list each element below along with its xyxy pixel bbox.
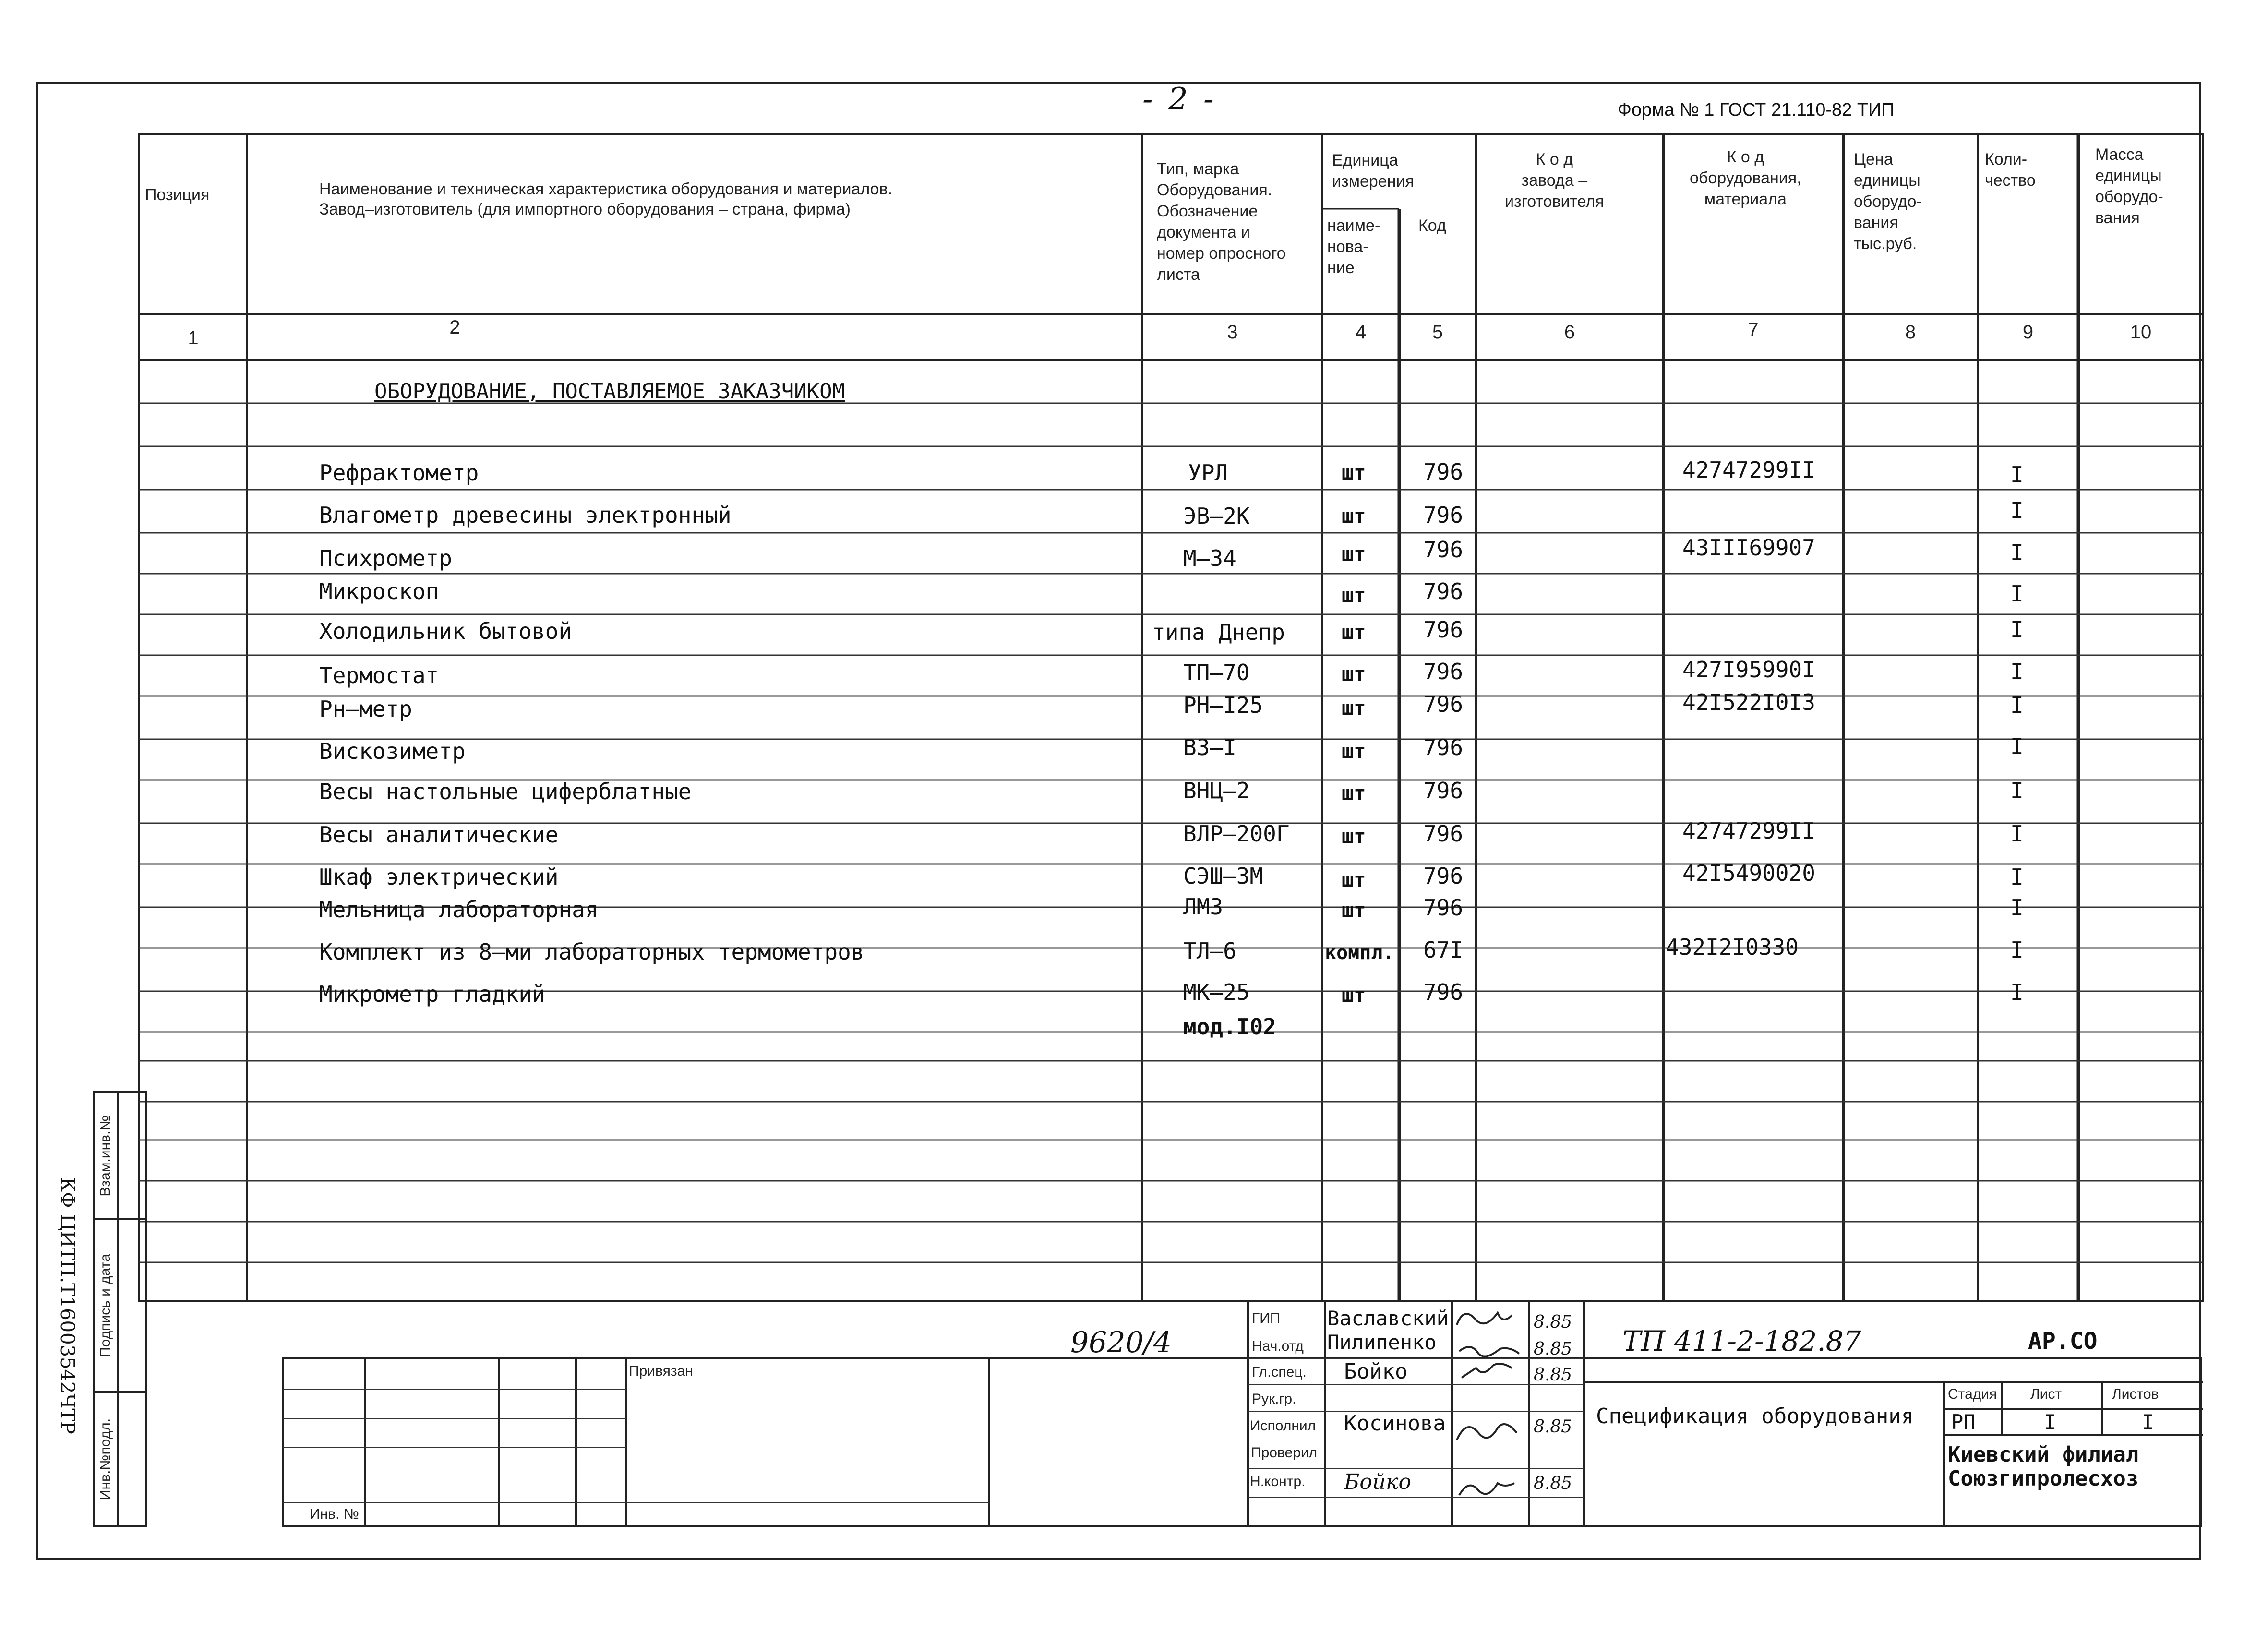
stamp-stage: РП	[1951, 1410, 1976, 1434]
stamp-sheets: I	[2142, 1410, 2154, 1434]
signer-role: Нач.отд	[1252, 1338, 1304, 1354]
stamp-sheet-number: 9620/4	[1070, 1326, 1172, 1359]
row-equip-code: 42I522I0I3	[1682, 689, 1815, 715]
row-type: СЭШ–3М	[1183, 863, 1263, 889]
stamp-mark: АР.СО	[2028, 1328, 2098, 1355]
row-type: ТП–70	[1183, 660, 1250, 685]
side-label-podpis: Подпись и дата	[97, 1254, 113, 1357]
stamp-org-line1: Киевский филиал	[1948, 1442, 2139, 1467]
row-unit: шт	[1342, 868, 1366, 891]
header-equip-code: К о д оборудования, материала	[1690, 148, 1801, 208]
header-unit: Единица измерения	[1332, 151, 1414, 191]
signer-name: Бойко	[1344, 1359, 1408, 1384]
col-number-8: 8	[1905, 322, 1916, 343]
signer-name: Пилипенко	[1327, 1331, 1437, 1354]
signature-mark	[1462, 1364, 1512, 1378]
signature-mark	[1459, 1347, 1519, 1356]
row-unit-code: 796	[1423, 659, 1464, 684]
col-number-3: 3	[1227, 322, 1238, 343]
row-unit-code: 796	[1423, 578, 1464, 604]
signer-date: 8.85	[1534, 1474, 1572, 1493]
row-name: Весы аналитические	[319, 822, 559, 848]
col-number-6: 6	[1564, 322, 1575, 343]
row-unit: шт	[1342, 620, 1366, 644]
row-unit-code: 796	[1423, 459, 1464, 485]
row-unit: шт	[1342, 781, 1366, 805]
col-number-4: 4	[1355, 322, 1367, 343]
stamp-sheet-header: Лист	[2030, 1386, 2062, 1402]
row-unit: шт	[1342, 899, 1366, 922]
row-type: типа Днепр	[1152, 619, 1285, 645]
row-name: Комплект из 8–ми лабораторных термометров	[319, 939, 864, 965]
signer-role: Рук.гр.	[1252, 1391, 1296, 1407]
row-name: Микрометр гладкий	[319, 981, 545, 1007]
row-name: Рефрактометр	[319, 460, 479, 486]
signer-name: Бойко	[1344, 1470, 1411, 1494]
side-label-vzam: Взам.инв.№	[97, 1115, 113, 1197]
archive-code: КФ ЦИТП.Т16003542ЧТР	[56, 1177, 78, 1434]
row-equip-code: 42747299II	[1682, 457, 1815, 483]
row-unit-code: 796	[1423, 617, 1464, 643]
extra-type-line: мод.I02	[1183, 1014, 1276, 1040]
row-qty: I	[2010, 937, 2024, 963]
signer-role: ГИП	[1252, 1310, 1281, 1326]
row-equip-code: 43III69907	[1682, 535, 1815, 561]
signer-role: Исполнил	[1250, 1418, 1316, 1434]
row-qty: I	[2010, 692, 2024, 718]
row-equip-code: 42747299II	[1682, 818, 1815, 844]
row-unit-code: 796	[1423, 734, 1464, 760]
row-name: Шкаф электрический	[319, 864, 559, 890]
header-position: Позиция	[145, 186, 210, 204]
col-number-2: 2	[449, 317, 460, 338]
row-equip-code: 427I95990I	[1682, 657, 1815, 683]
header-price: Цена единицы оборудо- вания тыс.руб.	[1854, 150, 1922, 253]
row-unit-code: 796	[1423, 502, 1464, 528]
col-number-10: 10	[2130, 322, 2152, 343]
row-unit-code: 796	[1423, 778, 1464, 804]
row-qty: I	[2010, 895, 2024, 921]
row-name: Холодильник бытовой	[319, 618, 572, 644]
row-qty: I	[2010, 616, 2024, 642]
row-unit: шт	[1342, 983, 1366, 1007]
signature-mark	[1457, 1424, 1517, 1440]
row-type: РН–I25	[1183, 692, 1263, 718]
row-type: МК–25	[1183, 979, 1250, 1005]
signer-date: 8.85	[1534, 1339, 1572, 1359]
row-name: Весы настольные циферблатные	[319, 779, 692, 804]
row-type: ЭВ–2К	[1183, 503, 1250, 529]
row-qty: I	[2010, 659, 2024, 684]
signature-mark	[1457, 1313, 1512, 1325]
row-qty: I	[2010, 462, 2024, 488]
row-type: ВЗ–I	[1183, 734, 1236, 760]
row-equip-code: 432I2I0330	[1666, 934, 1799, 960]
section-title: ОБОРУДОВАНИЕ, ПОСТАВЛЯЕМОЕ ЗАКАЗЧИКОМ	[374, 379, 845, 404]
signer-role: Проверил	[1251, 1445, 1318, 1461]
row-type: УРЛ	[1188, 460, 1228, 486]
header-plant-code: К о д завода – изготовителя	[1505, 150, 1604, 211]
stamp-sheet: I	[2044, 1410, 2056, 1434]
header-unit-name: наиме- нова- ние	[1327, 216, 1380, 277]
row-qty: I	[2010, 821, 2024, 847]
side-label-inv: Инв.№подл.	[97, 1418, 113, 1500]
row-qty: I	[2010, 733, 2024, 759]
row-unit: шт	[1342, 504, 1366, 528]
row-unit-code: 67I	[1423, 937, 1464, 963]
header-type: Тип, марка Оборудования. Обозначение документа и номер опросного листа	[1157, 160, 1286, 284]
row-name: Термостат	[319, 662, 439, 688]
row-name: Психрометр	[319, 545, 452, 571]
row-unit: компл.	[1325, 942, 1394, 964]
row-type: ЛМЗ	[1183, 894, 1224, 920]
stamp-org-line2: Союзгипролесхоз	[1948, 1466, 2139, 1491]
row-unit: шт	[1342, 461, 1366, 484]
row-unit-code: 796	[1423, 863, 1464, 889]
row-type: ВЛР–200Г	[1183, 821, 1290, 847]
row-unit-code: 796	[1423, 537, 1464, 563]
row-qty: I	[2010, 864, 2024, 890]
page-number: - 2 -	[1142, 82, 1217, 117]
stamp-stage-header: Стадия	[1948, 1386, 1997, 1402]
header-name-line2: Завод–изготовитель (для импортного оборудования – страна, фирма)	[319, 200, 851, 218]
row-qty: I	[2010, 540, 2024, 565]
stamp-inv-number: Инв. №	[310, 1506, 359, 1522]
stamp-doc-code: ТП 411-2-182.87	[1622, 1325, 1861, 1357]
row-unit-code: 796	[1423, 691, 1464, 717]
col-number-1: 1	[188, 327, 199, 348]
row-equip-code: 42I5490020	[1682, 860, 1815, 886]
stamp-privyazan: Привязан	[629, 1363, 693, 1379]
row-name: Рн–метр	[319, 696, 412, 722]
row-unit: шт	[1342, 825, 1366, 848]
stamp-sheets-header: Листов	[2112, 1386, 2159, 1402]
row-type: М–34	[1183, 545, 1236, 571]
signer-name: Ваславский	[1327, 1307, 1449, 1330]
row-qty: I	[2010, 778, 2024, 804]
signer-role: Н.контр.	[1250, 1474, 1306, 1489]
signature-mark	[1459, 1483, 1514, 1495]
header-mass: Масса единицы оборудо- вания	[2095, 145, 2163, 227]
row-name: Мельница лабораторная	[319, 897, 599, 923]
row-unit: шт	[1342, 583, 1366, 607]
row-name: Микроскоп	[319, 578, 439, 604]
row-unit-code: 796	[1423, 821, 1464, 847]
row-unit-code: 796	[1423, 979, 1464, 1005]
signer-date: 8.85	[1534, 1417, 1572, 1437]
form-label: Форма № 1 ГОСТ 21.110-82 ТИП	[1618, 100, 1895, 120]
col-number-5: 5	[1432, 322, 1443, 343]
signer-name: Косинова	[1344, 1411, 1446, 1436]
signer-role: Гл.спец.	[1252, 1364, 1307, 1380]
row-qty: I	[2010, 497, 2024, 523]
signer-date: 8.85	[1534, 1365, 1572, 1385]
header-qty: Коли- чество	[1985, 150, 2036, 190]
row-unit: шт	[1342, 662, 1366, 686]
col-number-9: 9	[2022, 322, 2034, 343]
col-number-7: 7	[1748, 319, 1759, 340]
row-qty: I	[2010, 979, 2024, 1005]
row-unit: шт	[1342, 542, 1366, 566]
row-type: ТЛ–6	[1183, 938, 1236, 964]
row-unit: шт	[1342, 696, 1366, 720]
stamp-title: Спецификация оборудования	[1596, 1404, 1914, 1428]
row-name: Влагометр древесины электронный	[319, 502, 732, 528]
signer-date: 8.85	[1534, 1312, 1572, 1332]
row-name: Вискозиметр	[319, 738, 466, 764]
row-unit-code: 796	[1423, 895, 1464, 921]
row-qty: I	[2010, 581, 2024, 607]
header-unit-code: Код	[1418, 216, 1446, 235]
header-name-line1: Наименование и техническая характеристика оборудования и материалов.	[319, 180, 893, 198]
row-unit: шт	[1342, 739, 1366, 763]
row-type: ВНЦ–2	[1183, 778, 1250, 804]
